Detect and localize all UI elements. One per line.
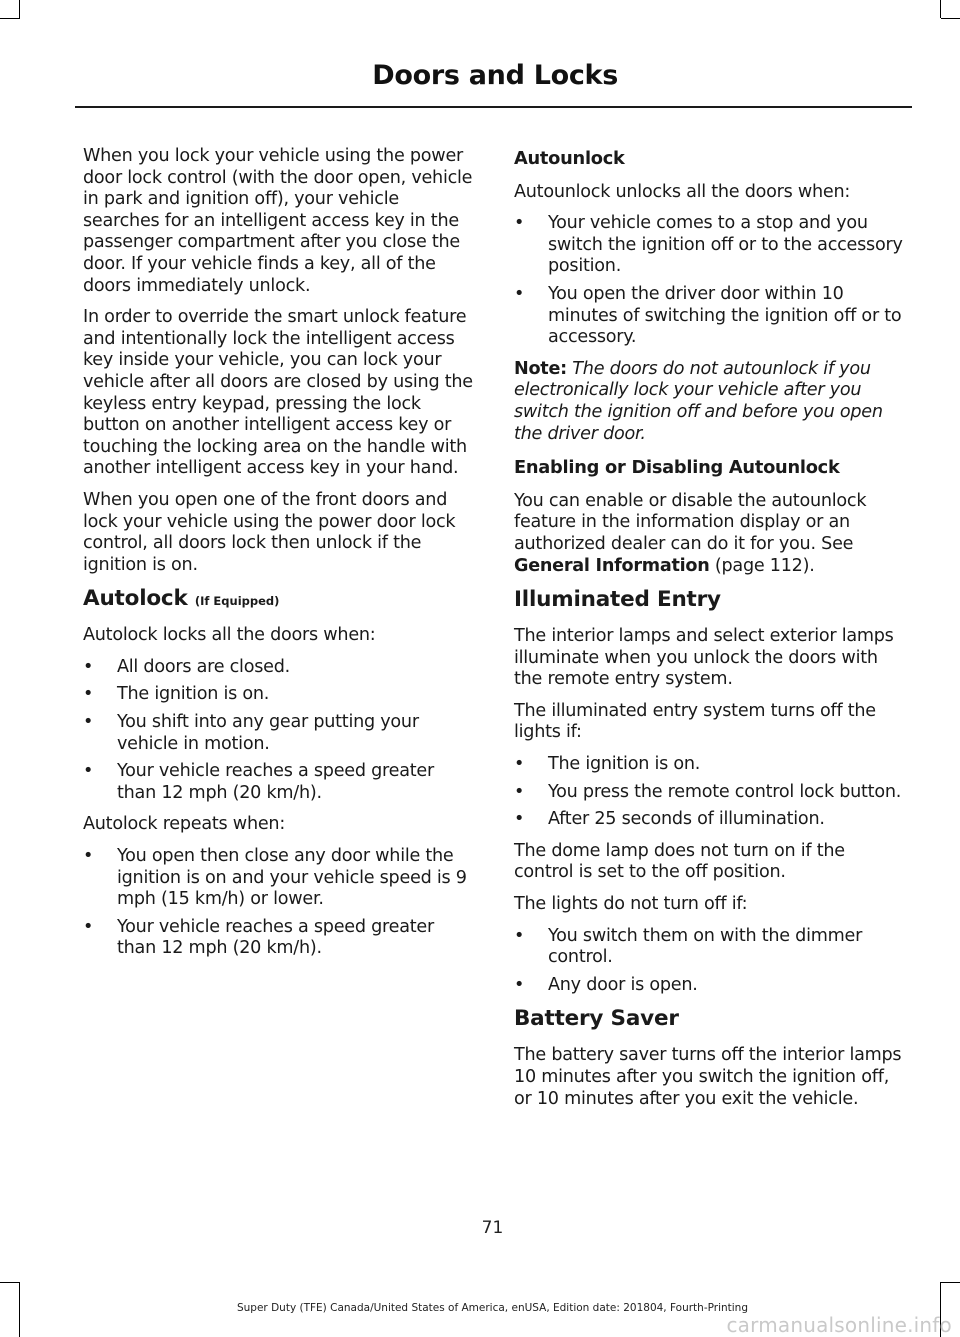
list-item — [83, 712, 476, 755]
right-column — [514, 146, 908, 1120]
paragraph: Autolock repeats when: — [83, 814, 285, 835]
bullet: • — [83, 916, 94, 937]
crop-mark — [0, 18, 20, 19]
list-item — [514, 754, 908, 776]
bullet: • — [514, 974, 525, 995]
list-item-text: You open the driver door within 10 minutes of switching the ignition off or to accessory. — [548, 283, 902, 348]
illuminated-entry-list — [514, 754, 908, 831]
list-item-text: Your vehicle reaches a speed greater than 12 mph (20 km/h). — [117, 916, 434, 959]
list-item — [83, 917, 476, 960]
crop-mark — [0, 1282, 20, 1283]
footer-edition-info: Super Duty (TFE) Canada/United States of America, enUSA, Edition date: 201804, Fourth-Printing — [236, 1302, 748, 1314]
bullet: • — [514, 809, 525, 830]
list-item — [83, 846, 476, 911]
list-item — [514, 284, 908, 349]
autolock-list — [83, 657, 476, 805]
list-item-text: All doors are closed. — [117, 656, 290, 677]
note-label: Note: — [514, 358, 567, 379]
note-text: The doors do not autounlock if you electronically lock your vehicle after you switch the ignition off and before you open the driver door. — [514, 358, 883, 444]
header-divider — [75, 106, 912, 108]
bullet: • — [514, 283, 525, 304]
enabling-heading: Enabling or Disabling Autounlock — [514, 457, 840, 479]
page-number: 71 — [481, 1218, 504, 1238]
autolock-heading-text: Autolock — [83, 586, 188, 612]
autounlock-heading: Autounlock — [514, 148, 625, 169]
left-column — [83, 146, 476, 970]
bullet: • — [514, 213, 525, 234]
list-item-text: After 25 seconds of illumination. — [548, 809, 825, 830]
bullet: • — [514, 925, 525, 946]
enabling-text: You can enable or disable the autounlock feature in the information display or an authorized dealer can do it for you. See — [514, 490, 867, 554]
crop-mark — [940, 0, 941, 18]
paragraph: In order to override the smart unlock feature and intentionally lock the intelligent access key inside your vehicle, you can lock your vehicle after all doors are closed by using the keyless entry keypad, pressing the lock button on another intelligent access key or touching the locking area on the handle with another intelligent access key in your hand. — [83, 307, 473, 479]
autounlock-list — [514, 213, 908, 349]
list-item — [83, 684, 476, 706]
bullet: • — [514, 754, 525, 775]
list-item — [514, 926, 908, 969]
list-item-text: You switch them on with the dimmer control. — [548, 925, 863, 968]
crop-mark — [19, 0, 20, 18]
list-item-text: You shift into any gear putting your vehicle in motion. — [117, 712, 419, 754]
list-item-text: You press the remote control lock button. — [548, 781, 902, 802]
paragraph: Autounlock unlocks all the doors when: — [514, 181, 851, 202]
bullet: • — [83, 712, 94, 733]
bullet: • — [83, 846, 94, 867]
list-item-text: The ignition is on. — [117, 684, 270, 705]
list-item-text: Your vehicle reaches a speed greater than 12 mph (20 km/h). — [117, 761, 434, 803]
section-title: Doors and Locks — [372, 60, 618, 91]
bullet: • — [83, 761, 94, 782]
crop-mark — [941, 18, 960, 19]
list-item — [83, 657, 476, 679]
paragraph: The lights do not turn off if: — [514, 894, 748, 915]
note — [514, 359, 908, 445]
battery-saver-heading: Battery Saver — [514, 1006, 679, 1032]
list-item — [514, 809, 908, 831]
list-item-text: Any door is open. — [548, 974, 698, 995]
paragraph: When you lock your vehicle using the power door lock control (with the door open, vehicle in park and ignition off), your vehicle searches for an intelligent access key in the passenger compartment after you close the door. If your vehicle finds a key, all of the doors immediately unlock. — [83, 146, 473, 296]
bullet: • — [83, 656, 94, 677]
paragraph: The illuminated entry system turns off the lights if: — [514, 700, 876, 743]
autolock-heading — [83, 586, 476, 611]
list-item — [514, 782, 908, 804]
list-item-text: The ignition is on. — [548, 754, 701, 775]
bullet: • — [83, 684, 94, 705]
list-item — [514, 213, 908, 278]
bullet: • — [514, 781, 525, 802]
paragraph: The dome lamp does not turn on if the control is set to the off position. — [514, 840, 845, 883]
if-equipped-label: (If Equipped) — [194, 594, 280, 609]
paragraph: The interior lamps and select exterior lamps illuminate when you unlock the doors with the remote entry system. — [514, 626, 894, 690]
list-item — [514, 975, 908, 997]
list-item-text: You open then close any door while the ignition is on and your vehicle speed is 9 mph (15 km/h) or lower. — [117, 846, 467, 910]
list-item-text: Your vehicle comes to a stop and you switch the ignition off or to the accessory position. — [548, 213, 903, 277]
autolock-repeats-list — [83, 846, 476, 960]
watermark: carmanualsonline.info — [726, 1313, 952, 1337]
lights-list — [514, 926, 908, 997]
page-reference: (page 112). — [714, 555, 815, 576]
paragraph: The battery saver turns off the interior lamps 10 minutes after you switch the ignition off, or 10 minutes after you exit the vehicle. — [514, 1045, 902, 1109]
paragraph: Autolock locks all the doors when: — [83, 625, 376, 646]
paragraph — [514, 491, 908, 577]
paragraph: When you open one of the front doors and lock your vehicle using the power door lock control, all doors lock then unlock if the ignition is on. — [83, 489, 456, 575]
list-item — [83, 761, 476, 804]
illuminated-entry-heading: Illuminated Entry — [514, 587, 721, 613]
crop-mark — [941, 1282, 960, 1283]
general-information-link[interactable]: General Information — [514, 555, 710, 576]
